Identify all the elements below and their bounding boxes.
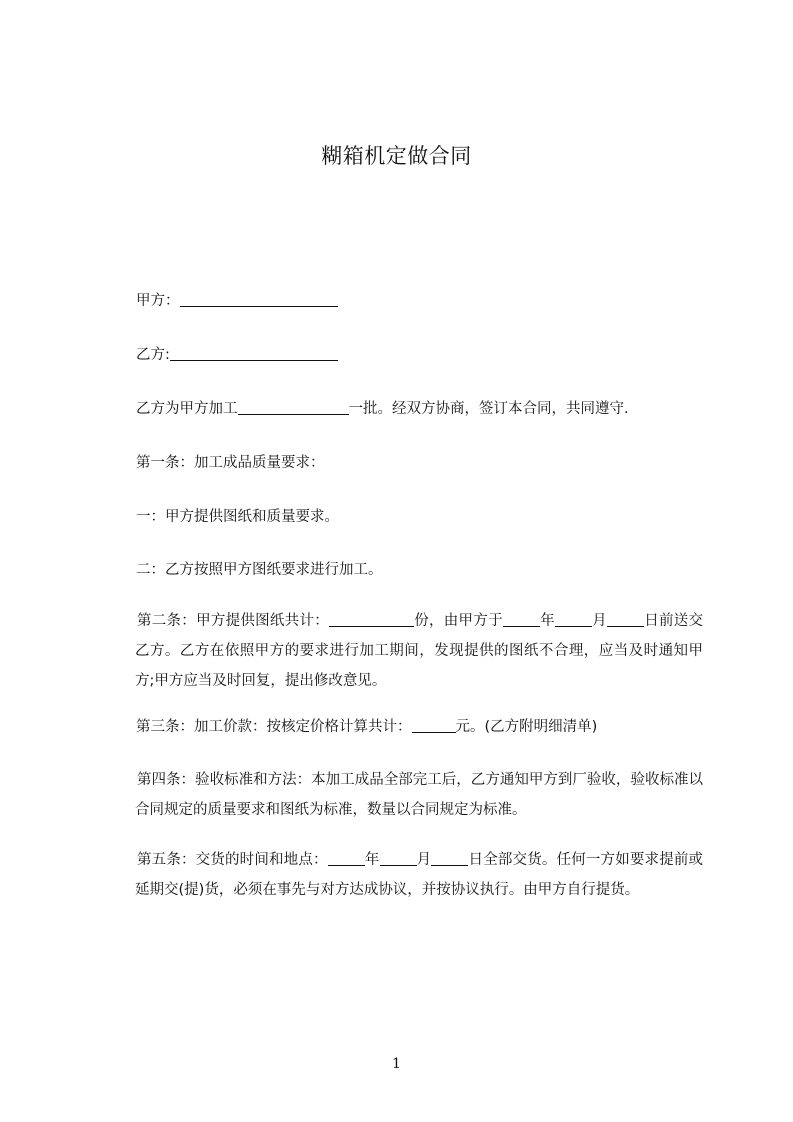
intro-line bbox=[136, 395, 702, 423]
article3-line bbox=[136, 713, 702, 741]
article1-heading: 第一条：加工成品质量要求： bbox=[136, 455, 325, 471]
article2-paragraph bbox=[135, 606, 703, 696]
party-b-line bbox=[136, 341, 702, 369]
party-a-label: 甲方： bbox=[136, 293, 180, 309]
article2-year-blank bbox=[503, 610, 540, 627]
article2-part2: 份，由甲方于 bbox=[413, 613, 503, 629]
drawings-count-blank bbox=[329, 610, 414, 627]
intro-before: 乙方为甲方加工 bbox=[136, 401, 238, 417]
article1-item2: 二：乙方按照甲方图纸要求进行加工。 bbox=[136, 562, 383, 578]
article2-rest: 日前送交乙方。乙方在依照甲方的要求进行加工期间，发现提供的图纸不合理，应当及时通知甲方;甲方应当及时回复，提出修改意见。 bbox=[135, 613, 704, 689]
article2-year: 年 bbox=[539, 613, 555, 629]
article5-year: 年 bbox=[364, 852, 380, 868]
document-title: 糊箱机定做合同 bbox=[321, 144, 472, 168]
party-a-line bbox=[136, 287, 702, 315]
article5-month-blank bbox=[380, 849, 417, 866]
article2-day-blank bbox=[607, 610, 644, 627]
article3-part2: 元。(乙方附明细清单) bbox=[455, 719, 598, 735]
article5-month: 月 bbox=[416, 852, 432, 868]
party-a-blank bbox=[180, 290, 338, 307]
article3-part1: 第三条：加工价款：按核定价格计算共计： bbox=[136, 719, 412, 735]
price-blank bbox=[412, 716, 456, 733]
article2-part1: 第二条：甲方提供图纸共计： bbox=[137, 613, 329, 629]
article2-month-blank bbox=[555, 610, 592, 627]
article5-paragraph bbox=[135, 845, 703, 905]
party-b-label: 乙方: bbox=[136, 347, 170, 363]
article5-rest: 日全部交货。任何一方如要求提前或延期交(提)货，必须在事先与对方达成协议，并按协议执行。由甲方自行提货。 bbox=[135, 852, 704, 898]
article1-item1: 一：甲方提供图纸和质量要求。 bbox=[136, 509, 339, 525]
article5-year-blank bbox=[328, 849, 365, 866]
product-blank bbox=[238, 398, 349, 415]
article4-paragraph: 第四条：验收标准和方法：本加工成品全部完工后，乙方通知甲方到厂验收，验收标准以合同规定的质量要求和图纸为标准，数量以合同规定为标准。 bbox=[135, 772, 703, 818]
intro-after: 一批。经双方协商，签订本合同，共同遵守. bbox=[348, 401, 629, 417]
page-number: 1 bbox=[392, 1056, 401, 1072]
article5-day-blank bbox=[431, 849, 468, 866]
article5-part1: 第五条：交货的时间和地点： bbox=[137, 852, 328, 868]
party-b-blank bbox=[170, 344, 338, 361]
article2-month: 月 bbox=[591, 613, 607, 629]
